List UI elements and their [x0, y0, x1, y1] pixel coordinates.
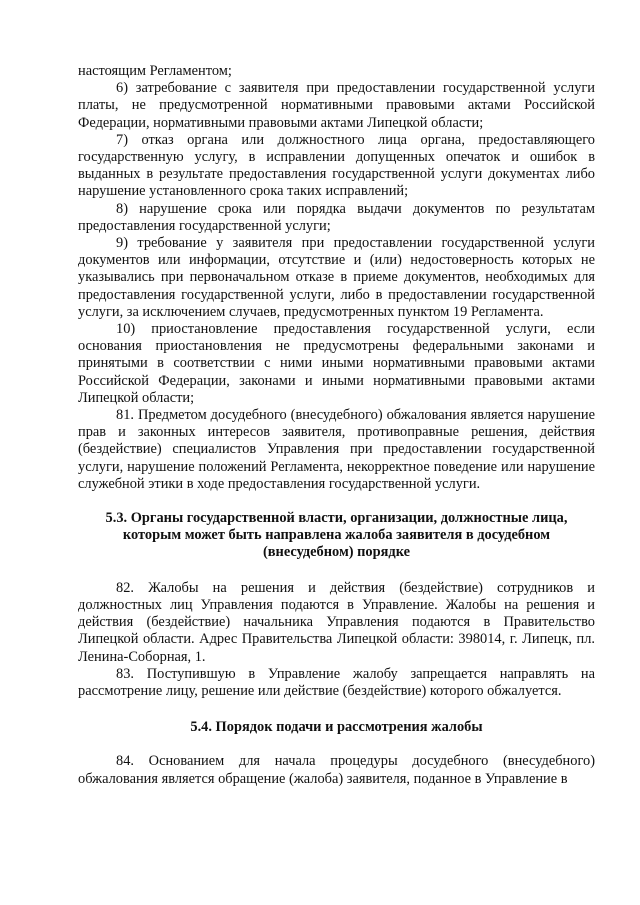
paragraph-84: 84. Основанием для начала процедуры досудебного (внесудебного) обжалования является обращение (жалоба) заявителя, поданное в Управление в — [78, 753, 595, 787]
paragraph-83: 83. Поступившую в Управление жалобу запрещается направлять на рассмотрение лицу, решение или действие (бездействие) которого обжалуется. — [78, 665, 595, 699]
paragraph-81: 81. Предметом досудебного (внесудебного) обжалования является нарушение прав и законных интересов заявителя, противоправные решения, действия (бездействие) специалистов Управления при предоставлении государственной услуги, нарушение положений Регламента, некорректное поведение или нарушение служебной этики в ходе предоставления государственной услуги. — [78, 407, 595, 492]
paragraph-item-8: 8) нарушение срока или порядка выдачи документов по результатам предоставления государственной услуги; — [78, 200, 595, 234]
paragraph-item-9: 9) требование у заявителя при предоставлении государственной услуги документов или информации, отсутствие и (или) недостоверность которых не указывались при первоначальном отказе в приеме документов, необходимых для предоставления государственной услуги, либо в предоставлении государственной услуги, за исключением случаев, предусмотренных пунктом 19 Регламента. — [78, 235, 595, 320]
section-heading-5-3: 5.3. Органы государственной власти, организации, должностные лица, которым может быть направлена жалоба заявителя в досудебном (внесудебном) порядке — [105, 510, 568, 561]
paragraph-82: 82. Жалобы на решения и действия (бездействие) сотрудников и должностных лиц Управления подаются в Управление. Жалобы на решения и действия (бездействие) начальника Управления подаются в Правительство Липецкой области. Адрес Правительства Липецкой области: 398014, г. Липецк, пл. Ленина-Соборная, 1. — [78, 579, 595, 665]
document-body — [78, 63, 595, 788]
paragraph-intro: настоящим Регламентом; — [78, 63, 232, 79]
paragraph-item-10: 10) приостановление предоставления государственной услуги, если основания приостановления не предусмотрены федеральными законами и принятыми в соответствии с ними иными нормативными правовыми актами Российской Федерации, законами и иными нормативными правовыми актами Липецкой области; — [78, 321, 595, 406]
section-heading-5-4: 5.4. Порядок подачи и рассмотрения жалобы — [190, 719, 483, 736]
paragraph-item-7: 7) отказ органа или должностного лица органа, предоставляющего государственную услугу, в исправлении допущенных опечаток и ошибок в выданных в результате предоставления государственной услуги документах либо нарушение установленного срока таких исправлений; — [78, 131, 595, 200]
paragraph-item-6: 6) затребование с заявителя при предоставлении государственной услуги платы, не предусмотренной нормативными правовыми актами Российской Федерации, нормативными правовыми актами Липецкой области; — [78, 80, 595, 131]
